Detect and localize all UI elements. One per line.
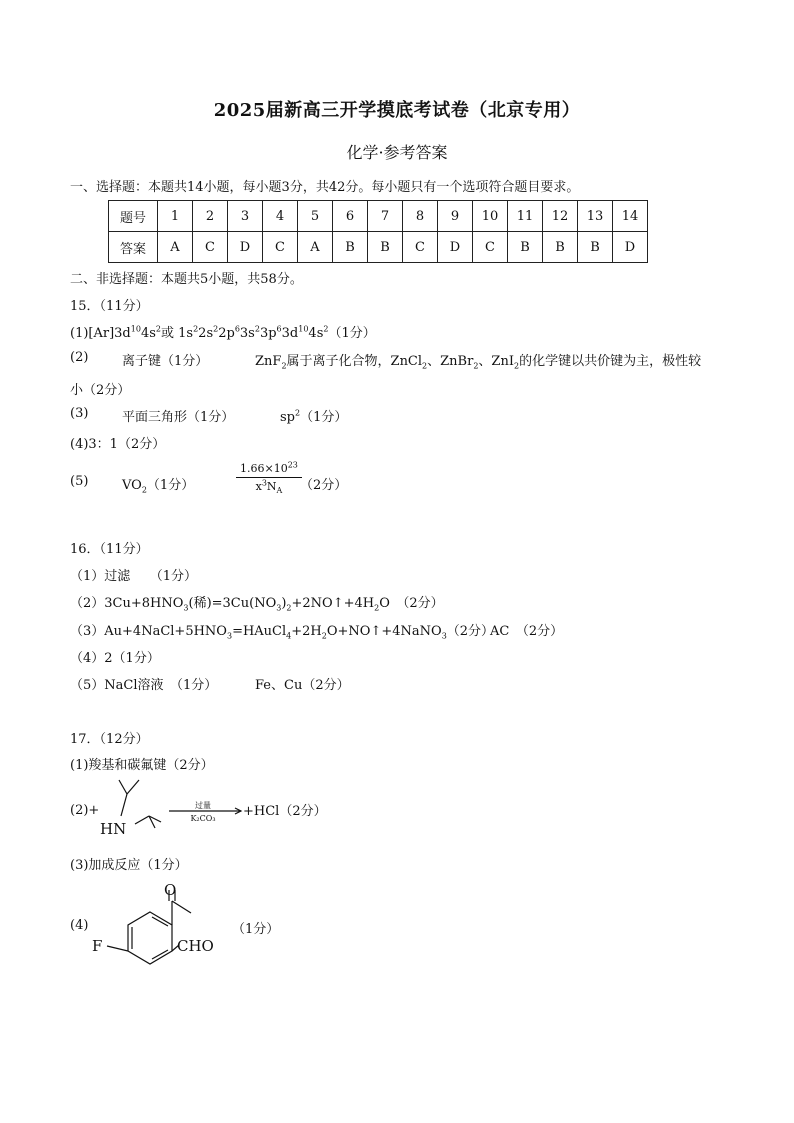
q17-part4-score: （1分） [232,922,280,937]
table-cell: B [578,232,613,263]
table-cell: 5 [298,201,333,232]
answer-table [108,200,648,263]
q15-part5-score: （2分） [300,478,348,493]
table-cell: 2 [193,201,228,232]
q17-part1: (1)羧基和碳氟键（2分） [70,758,214,773]
q15-part5-label: (5) [70,474,89,489]
diisopropylamine-structure [95,778,327,848]
table-row [109,232,648,263]
table-cell: B [368,232,403,263]
q16-heading: 16．（11分） [70,542,149,557]
table-cell: D [438,232,473,263]
q16-part5-b: Fe、Cu（2分） [255,678,350,693]
table-cell: 11 [508,201,543,232]
table-cell: B [543,232,578,263]
table-cell: B [508,232,543,263]
table-cell: C [473,232,508,263]
reaction-condition-top: 过量 [195,801,211,810]
q15-part4: (4)3：1（2分） [70,437,166,452]
q15-part2-answer-c: 小（2分） [70,383,131,398]
table-row [109,201,648,232]
q16-part3-choice: AC （2分） [490,624,564,639]
q17-part4-label: (4) [70,918,89,933]
page-title: 2025届新高三开学摸底考试卷（北京专用） [213,100,581,121]
q15-part3-answer-a: 平面三角形（1分） [122,410,235,425]
table-cell: C [263,232,298,263]
q16-part3: $(3)Au+4NaCl+5HNO_3=HAuCl_4+2H_2O+NO↑+4NaNO_3(2$分） [70,624,495,641]
table-cell: 3 [228,201,263,232]
table-cell: D [613,232,648,263]
table-cell: 9 [438,201,473,232]
fraction-denominator: $x^3N_A$ [255,478,283,496]
q16-part5-a: （5）NaCl溶液 （1分） [70,678,218,693]
carbonyl-oxygen-label: O [164,881,177,899]
q15-part1: $(1)[Ar]3d^{10}4s^2$或 $1s^22s^22p^63s^23p^63d^{10}4s^2(1$分） [70,324,376,341]
fluorine-label: F [92,937,103,955]
q15-part3-label: (3) [70,406,89,421]
table-cell: A [298,232,333,263]
section-nonchoice-heading: 二、非选择题：本题共5小题，共58分。 [70,272,303,287]
table-cell: B [333,232,368,263]
q17-part2-label: (2)+ [70,803,100,818]
fraction-numerator: $1.66\times 10^{23}$ [236,462,302,478]
table-header-label: 题号 [109,201,158,232]
q17-part3: (3)加成反应（1分） [70,858,188,873]
table-cell: 8 [403,201,438,232]
amine-hn-label: HN [100,820,127,838]
table-cell: 4 [263,201,298,232]
section-choice-heading: 一、选择题：本题共14小题，每小题3分，共42分。每小题只有一个选项符合题目要求。 [70,180,580,195]
aldehyde-cho-label: CHO [177,937,214,955]
table-cell: 12 [543,201,578,232]
q15-part5-answer-a: $VO_2(1$分） [122,478,195,495]
table-cell: A [158,232,193,263]
table-cell: 13 [578,201,613,232]
page-subtitle: 化学·参考答案 [346,143,448,162]
table-cell: 14 [613,201,648,232]
q15-density-fraction [236,460,302,496]
q15-part2-label: (2) [70,350,89,365]
table-cell: 7 [368,201,403,232]
q16-part2: $(2)3Cu+8HNO_3$(稀)$=3Cu(NO_3)_2+2NO↑+4H_2O$ （2分） [70,596,444,613]
q15-heading: 15．（11分） [70,299,149,314]
q15-part2-answer-b: ZnF$_2$属于离子化合物，ZnCl$_2$、ZnBr$_2$、ZnI$_2$的化学键以共价键为主，极性较 [255,354,702,371]
q15-part3-answer-b: $sp^2(1$分） [280,408,348,425]
q16-part1: （1）过滤 （1分） [70,569,198,584]
table-cell: 1 [158,201,193,232]
q16-part4: （4）2（1分） [70,651,160,666]
reaction-product-tail: +HCl（2分） [243,804,327,819]
q15-part2-answer-a: 离子键（1分） [122,354,209,369]
table-cell: 6 [333,201,368,232]
table-cell: C [193,232,228,263]
table-cell: C [403,232,438,263]
table-answer-label: 答案 [109,232,158,263]
q17-heading: 17．（12分） [70,732,149,747]
table-cell: 10 [473,201,508,232]
reaction-condition-bottom: K₂CO₃ [190,814,216,823]
table-cell: D [228,232,263,263]
